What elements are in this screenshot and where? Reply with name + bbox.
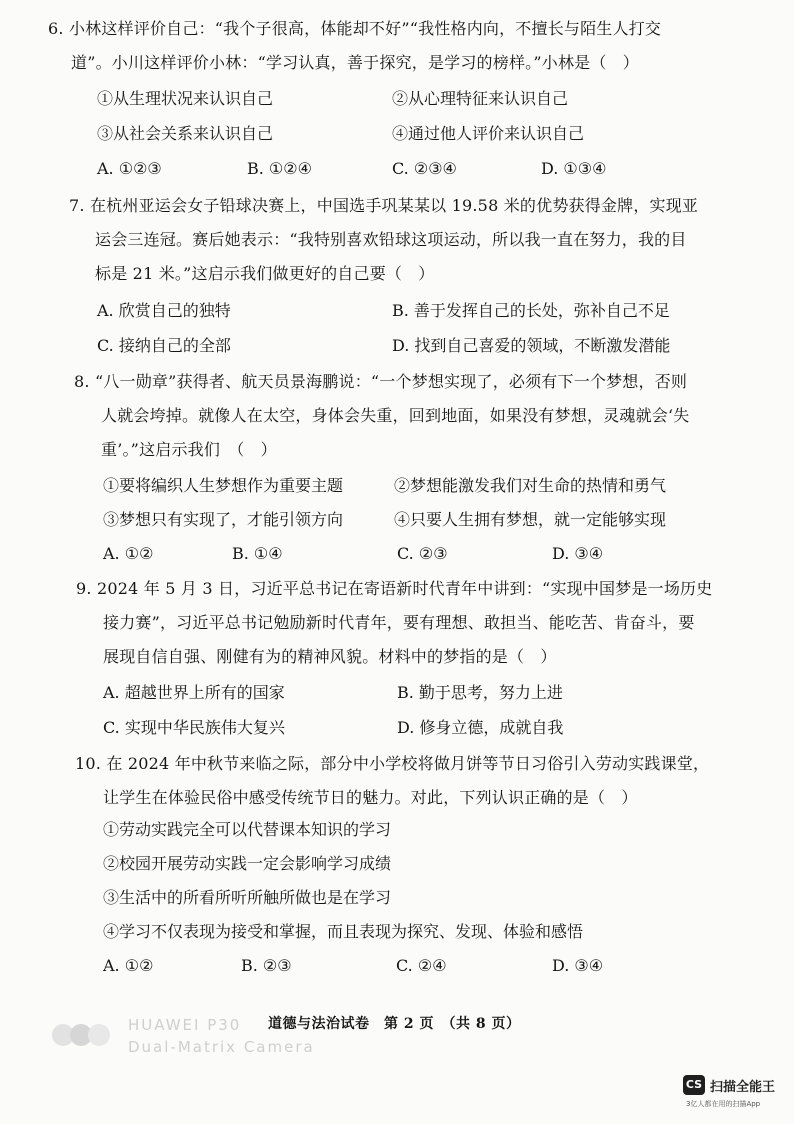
- question-stem-line: 8. “八一勋章”获得者、航天员景海鹏说：“一个梦想实现了，必须有下一个梦想，否则: [74, 372, 688, 391]
- camscanner-tagline: 3亿人都在用的扫描App: [686, 1100, 761, 1108]
- statement-option: ③梦想只有实现了，才能引领方向: [103, 510, 344, 529]
- question-stem-line: 9. 2024 年 5 月 3 日，习近平总书记在寄语新时代青年中讲到：“实现中国梦是一场历史: [76, 579, 713, 598]
- statement-option: ②梦想能激发我们对生命的热情和勇气: [394, 476, 667, 495]
- statement-option: ④通过他人评价来认识自己: [392, 124, 585, 143]
- answer-choice-b: B. ①②④: [247, 159, 312, 178]
- statement-option: ①要将编织人生梦想作为重要主题: [103, 476, 344, 495]
- question-stem-line: 标是 21 米。”这启示我们做更好的自己要（ ）: [95, 264, 435, 283]
- question-stem-line: 7. 在杭州亚运会女子铅球决赛上，中国选手巩某某以 19.58 米的优势获得金牌，实现亚: [69, 196, 699, 215]
- camera-watermark-model: HUAWEI P30: [128, 1016, 242, 1034]
- answer-choice-c: C. 接纳自己的全部: [97, 336, 231, 355]
- question-stem-line: 让学生在体验民俗中感受传统节日的魅力。对此，下列认识正确的是（ ）: [103, 788, 638, 807]
- answer-choice-c: C. ②③④: [392, 159, 457, 178]
- answer-choice-b: B. ②③: [241, 956, 292, 975]
- statement-option: ②从心理特征来认识自己: [392, 89, 569, 108]
- camscanner-brand-name: 扫描全能王: [710, 1080, 776, 1095]
- statement-option: ④只要人生拥有梦想，就一定能够实现: [394, 510, 667, 529]
- answer-choice-c: C. 实现中华民族伟大复兴: [103, 718, 285, 737]
- question-stem-line: 10. 在 2024 年中秋节来临之际，部分中小学校将做月饼等节日习俗引入劳动实践课堂，: [75, 754, 710, 773]
- answer-choice-a: A. ①②: [103, 544, 154, 563]
- page-footer: 道德与法治试卷 第 2 页 （共 8 页）: [268, 1016, 521, 1032]
- answer-choice-b: B. 善于发挥自己的长处，弥补自己不足: [392, 301, 670, 320]
- question-stem-line: 人就会垮掉。就像人在太空，身体会失重，回到地面，如果没有梦想，灵魂就会‘失: [101, 406, 690, 425]
- question-stem-line: 运会三连冠。赛后她表示：“我特别喜欢铅球这项运动，所以我一直在努力，我的目: [95, 230, 687, 249]
- question-stem-line: 接力赛”，习近平总书记勉励新时代青年，要有理想、敢担当、能吃苦、肯奋斗，要: [103, 613, 695, 632]
- question-stem-line: 6. 小林这样评价自己：“我个子很高，体能却不好”“我性格内向，不擅长与陌生人打交: [48, 19, 662, 38]
- question-stem-line: 重’。”这启示我们 （ ）: [101, 440, 277, 459]
- camera-watermark-subtitle: Dual-Matrix Camera: [128, 1038, 315, 1056]
- answer-choice-d: D. 找到自己喜爱的领域，不断激发潜能: [392, 336, 671, 355]
- question-stem-line: 展现自信自强、刚健有为的精神风貌。材料中的梦指的是（ ）: [103, 647, 557, 666]
- answer-choice-d: D. ③④: [552, 544, 604, 563]
- answer-choice-a: A. 超越世界上所有的国家: [103, 683, 285, 702]
- statement-option: ③从社会关系来认识自己: [97, 124, 274, 143]
- statement-option: ④学习不仅表现为接受和掌握，而且表现为探究、发现、体验和感悟: [103, 922, 584, 941]
- answer-choice-a: A. ①②: [103, 956, 154, 975]
- answer-choice-b: B. ①④: [232, 544, 283, 563]
- statement-option: ①从生理状况来认识自己: [97, 89, 274, 108]
- answer-choice-a: A. ①②③: [97, 159, 162, 178]
- answer-choice-a: A. 欣赏自己的独特: [97, 301, 231, 320]
- answer-choice-c: C. ②④: [396, 956, 447, 975]
- answer-choice-d: D. ①③④: [541, 159, 607, 178]
- statement-option: ②校园开展劳动实践一定会影响学习成绩: [103, 854, 392, 873]
- statement-option: ①劳动实践完全可以代替课本知识的学习: [103, 820, 392, 839]
- statement-option: ③生活中的所看所听所触所做也是在学习: [103, 888, 392, 907]
- answer-choice-d: D. 修身立德，成就自我: [397, 718, 564, 737]
- answer-choice-b: B. 勤于思考，努力上进: [397, 683, 563, 702]
- question-stem-line: 道”。小川这样评价小林：“学习认真，善于探究，是学习的榜样。”小林是（ ）: [71, 53, 639, 72]
- answer-choice-d: D. ③④: [552, 956, 604, 975]
- camscanner-logo-icon: CS: [683, 1075, 705, 1095]
- answer-choice-c: C. ②③: [397, 544, 448, 563]
